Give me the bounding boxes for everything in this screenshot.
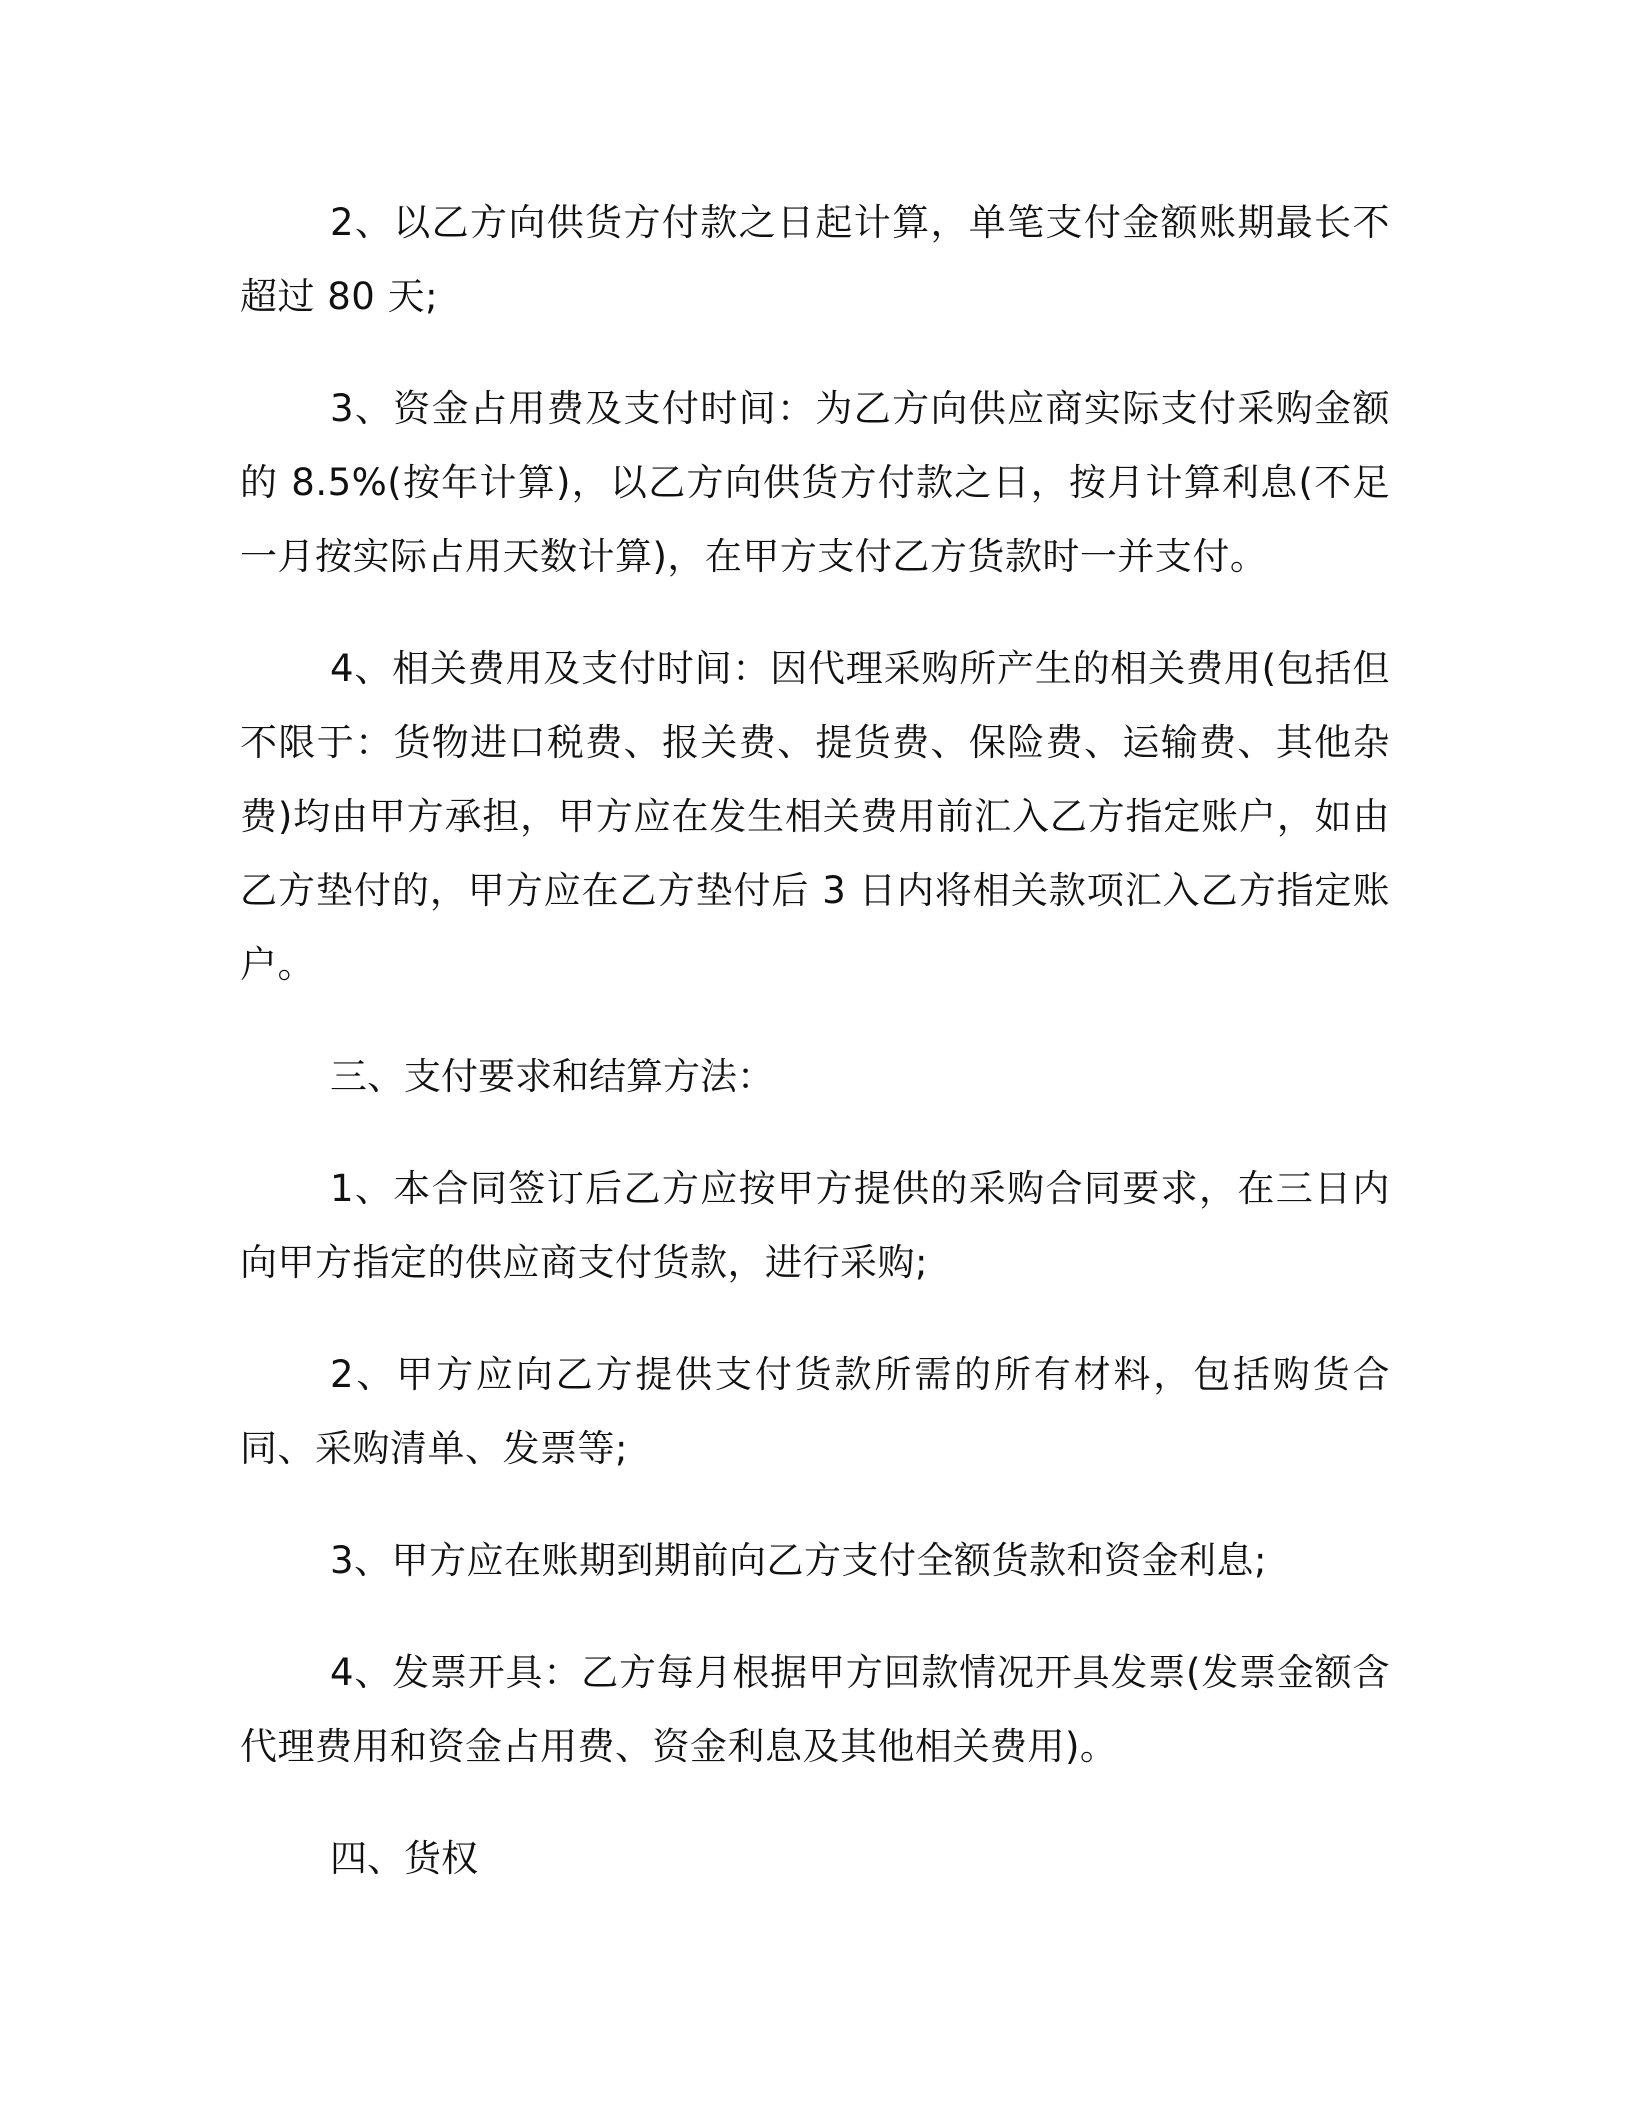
section-4-heading: 四、货权 xyxy=(330,1837,478,1880)
clause-2-payment-term: 2、以乙方向供货方付款之日起计算，单笔支付金额账期最长不超过 80 天; xyxy=(240,201,1390,318)
document-body xyxy=(240,186,1390,1934)
section-3-heading: 三、支付要求和结算方法： xyxy=(330,1055,774,1098)
section-3-clause-1: 1、本合同签订后乙方应按甲方提供的采购合同要求，在三日内向甲方指定的供应商支付货款，进行采购; xyxy=(240,1167,1390,1284)
section-3-clause-2: 2、甲方应向乙方提供支付货款所需的所有材料，包括购货合同、采购清单、发票等; xyxy=(240,1353,1390,1470)
clause-4-related-fees: 4、相关费用及支付时间：因代理采购所产生的相关费用(包括但不限于：货物进口税费、报关费、提货费、保险费、运输费、其他杂费)均由甲方承担，甲方应在发生相关费用前汇入乙方指定账户，如由乙方垫付的，甲方应在乙方垫付后 3 日内将相关款项汇入乙方指定账户。 xyxy=(240,647,1390,986)
clause-3-capital-fee: 3、资金占用费及支付时间：为乙方向供应商实际支付采购金额的 8.5%(按年计算)，以乙方向供货方付款之日，按月计算利息(不足一月按实际占用天数计算)，在甲方支付乙方货款时一并支付。 xyxy=(240,387,1390,578)
section-3-clause-3: 3、甲方应在账期到期前向乙方支付全额货款和资金利息; xyxy=(330,1539,1268,1582)
section-3-clause-4: 4、发票开具：乙方每月根据甲方回款情况开具发票(发票金额含代理费用和资金占用费、资金利息及其他相关费用)。 xyxy=(240,1651,1390,1768)
